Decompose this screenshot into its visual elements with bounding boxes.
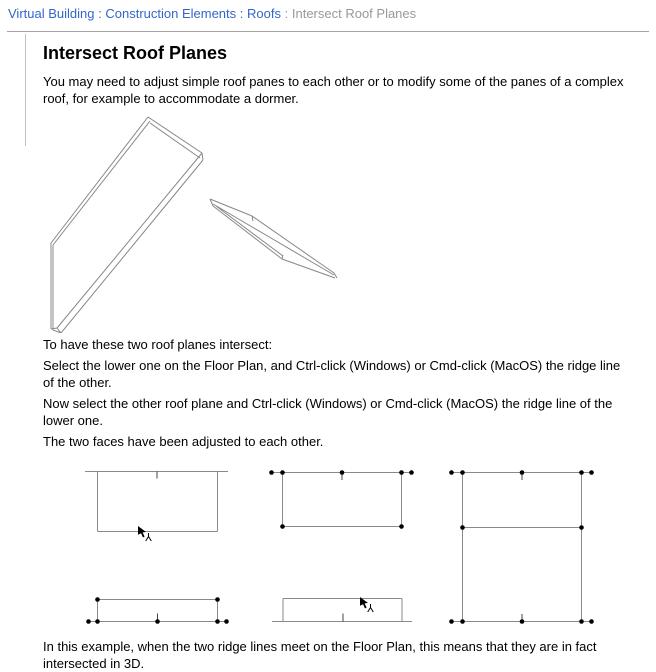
- page-title: Intersect Roof Planes: [43, 43, 228, 63]
- breadcrumb-link-roofs[interactable]: Roofs: [247, 6, 281, 21]
- breadcrumb-separator: :: [284, 6, 289, 21]
- step-1: Select the lower one on the Floor Plan, and Ctrl-click (Windows) or Cmd-click (MacOS) the ridge line of the other.: [43, 358, 621, 390]
- breadcrumb: [0, 0, 656, 21]
- floorplan-step-2: [269, 470, 414, 621]
- floorplan-step-1: [85, 472, 229, 624]
- breadcrumb-separator: :: [239, 6, 244, 21]
- step-intro: To have these two roof planes intersect:: [43, 337, 273, 352]
- large-roof-plane-wireframe: [51, 117, 203, 333]
- floorplan-step-3: [449, 470, 594, 624]
- intro-paragraph: You may need to adjust simple roof panes to each other or to modify some of the panes of a complex roof, for example to accommodate a dormer.: [43, 74, 624, 106]
- breadcrumb-current-page: Intersect Roof Planes: [291, 6, 417, 21]
- left-border-line: [25, 34, 26, 146]
- step-3-result: The two faces have been adjusted to each other.: [43, 434, 324, 449]
- cursor-icon: [138, 526, 151, 541]
- horizontal-divider: [7, 31, 649, 32]
- main-content: [43, 43, 633, 672]
- roof-planes-3d-figure: [42, 113, 342, 333]
- conclusion-paragraph: In this example, when the two ridge lines meet on the Floor Plan, this means that they are in fact intersected in 3D.: [43, 639, 597, 671]
- cursor-icon: [360, 597, 373, 612]
- small-roof-plane-wireframe: [210, 199, 337, 278]
- floor-plan-steps-figure: [83, 462, 599, 628]
- breadcrumb-link-construction-elements[interactable]: Construction Elements: [105, 6, 237, 21]
- breadcrumb-separator: :: [98, 6, 102, 21]
- breadcrumb-link-virtual-building[interactable]: Virtual Building: [8, 6, 95, 21]
- step-2: Now select the other roof plane and Ctrl-click (Windows) or Cmd-click (MacOS) the ridge line of the lower one.: [43, 396, 613, 428]
